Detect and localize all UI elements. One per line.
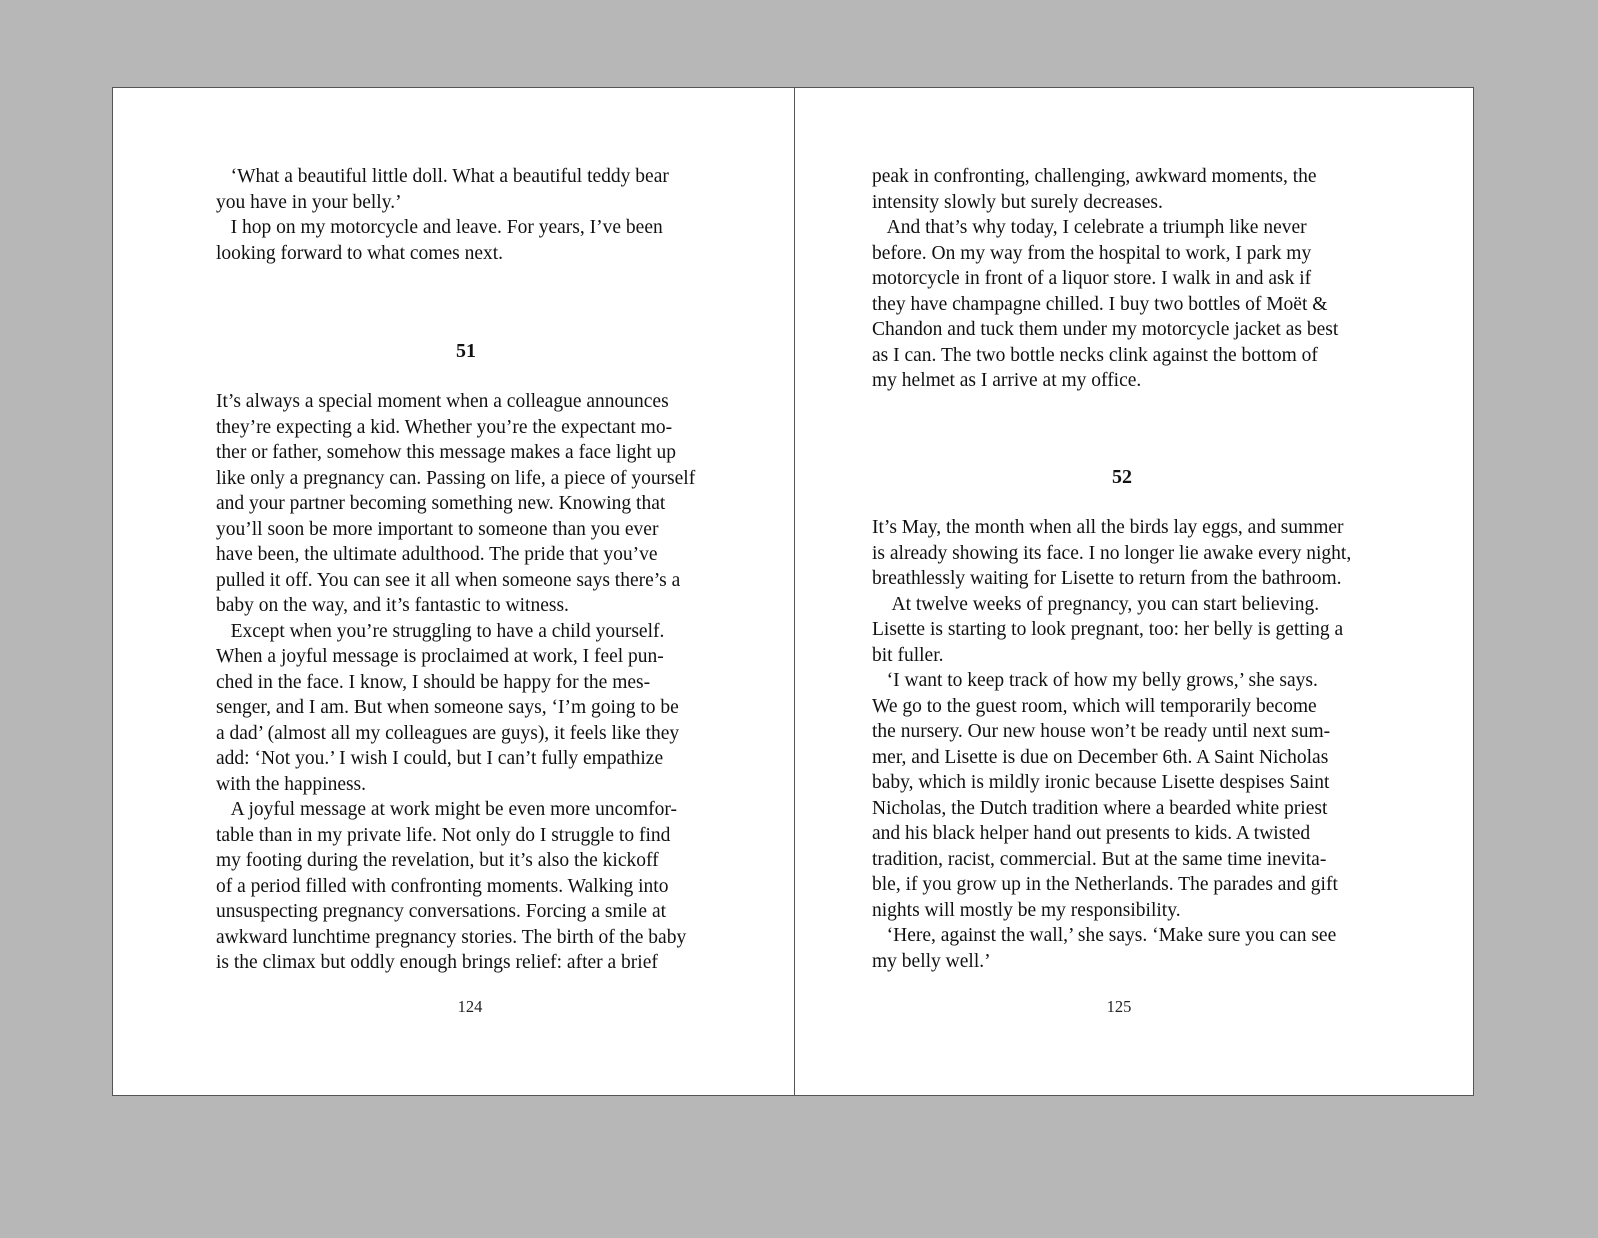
text-line: add: ‘Not you.’ I wish I could, but I can’t fully empathize [216,748,664,769]
text-line: A joyful message at work might be even more uncomfor- [216,799,677,820]
text-line: We go to the guest room, which will temporarily become [872,695,1317,717]
text-line: peak in confronting, challenging, awkward moments, the [872,166,1317,187]
text-line: they’re expecting a kid. Whether you’re the expectant mo- [216,416,673,438]
text-line: motorcycle in front of a liquor store. I walk in and ask if [872,268,1312,289]
left-page [113,88,794,1095]
text-line: intensity slowly but surely decreases. [872,191,1163,213]
text-line: as I can. The two bottle necks clink against the bottom of [872,344,1318,366]
text-line: When a joyful message is proclaimed at work, I feel pun- [216,646,664,667]
text-line: baby, which is mildly ironic because Lisette despises Saint [872,772,1330,793]
text-line: bit fuller. [872,644,944,666]
text-line: my helmet as I arrive at my office. [872,370,1142,391]
text-line: my footing during the revelation, but it’s also the kickoff [216,850,659,871]
text-line: and your partner becoming something new. Knowing that [216,493,666,514]
text-line: ther or father, somehow this message makes a face light up [216,442,677,463]
text-line: ble, if you grow up in the Netherlands. The parades and gift [872,874,1338,895]
text-line: It’s always a special moment when a colleague announces [216,391,669,412]
text-line: a dad’ (almost all my colleagues are guys), it feels like they [216,722,680,744]
text-line: pulled it off. You can see it all when someone says there’s a [216,569,681,591]
text-line: Nicholas, the Dutch tradition where a bearded white priest [872,797,1328,819]
text-line: And that’s why today, I celebrate a triumph like never [872,217,1307,238]
text-line: my belly well.’ [872,950,991,972]
text-line: I hop on my motorcycle and leave. For years, I’ve been [216,217,663,238]
text-line: you have in your belly.’ [216,191,402,213]
text-line: is the climax but oddly enough brings relief: after a brief [216,952,658,973]
chapter-heading: 51 [456,340,476,362]
text-line: awkward lunchtime pregnancy stories. The birth of the baby [216,926,687,948]
text-line: like only a pregnancy can. Passing on life, a piece of yourself [216,467,696,489]
text-line: breathlessly waiting for Lisette to return from the bathroom. [872,568,1342,589]
left-page-opening-text [216,164,669,266]
right-page-opening-text [872,164,1338,394]
text-line: the nursery. Our new house won’t be ready until next sum- [872,721,1331,742]
text-line: of a period filled with confronting moments. Walking into [216,875,669,897]
text-line: nights will mostly be my responsibility. [872,899,1181,921]
text-line: with the happiness. [216,773,367,795]
text-line: ‘What a beautiful little doll. What a beautiful teddy bear [216,166,669,187]
text-line: and his black helper hand out presents to kids. A twisted [872,823,1311,844]
text-line: mer, and Lisette is due on December 6th. A Saint Nicholas [872,746,1329,768]
text-line: tradition, racist, commercial. But at the same time inevita- [872,848,1327,870]
text-line: Lisette is starting to look pregnant, too: her belly is getting a [872,619,1344,640]
text-line: table than in my private life. Not only do I struggle to find [216,824,671,846]
text-line: ‘Here, against the wall,’ she says. ‘Make sure you can see [872,925,1337,946]
text-line: you’ll soon be more important to someone than you ever [216,518,659,540]
text-line: ‘I want to keep track of how my belly grows,’ she says. [872,670,1318,691]
text-line: senger, and I am. But when someone says, ‘I’m going to be [216,697,679,718]
text-line: have been, the ultimate adulthood. The pride that you’ve [216,544,658,565]
text-line: baby on the way, and it’s fantastic to witness. [216,595,569,616]
page-number: 125 [1106,997,1132,1016]
text-line: Chandon and tuck them under my motorcycle jacket as best [872,319,1339,340]
book-spread [112,87,1474,1096]
chapter-body-text [216,389,695,976]
page-number: 124 [457,997,483,1016]
text-line: they have champagne chilled. I buy two bottles of Moët & [872,293,1328,315]
text-line: At twelve weeks of pregnancy, you can start believing. [872,593,1320,615]
text-line: before. On my way from the hospital to work, I park my [872,242,1312,264]
text-line: ched in the face. I know, I should be happy for the mes- [216,671,651,693]
chapter-body-text [872,515,1351,974]
text-line: Except when you’re struggling to have a child yourself. [216,620,665,642]
chapter-heading: 52 [1112,466,1132,488]
right-page [795,88,1474,1095]
text-line: looking forward to what comes next. [216,242,504,264]
text-line: is already showing its face. I no longer lie awake every night, [872,542,1352,564]
text-line: unsuspecting pregnancy conversations. Forcing a smile at [216,901,667,922]
text-line: It’s May, the month when all the birds lay eggs, and summer [872,517,1344,538]
